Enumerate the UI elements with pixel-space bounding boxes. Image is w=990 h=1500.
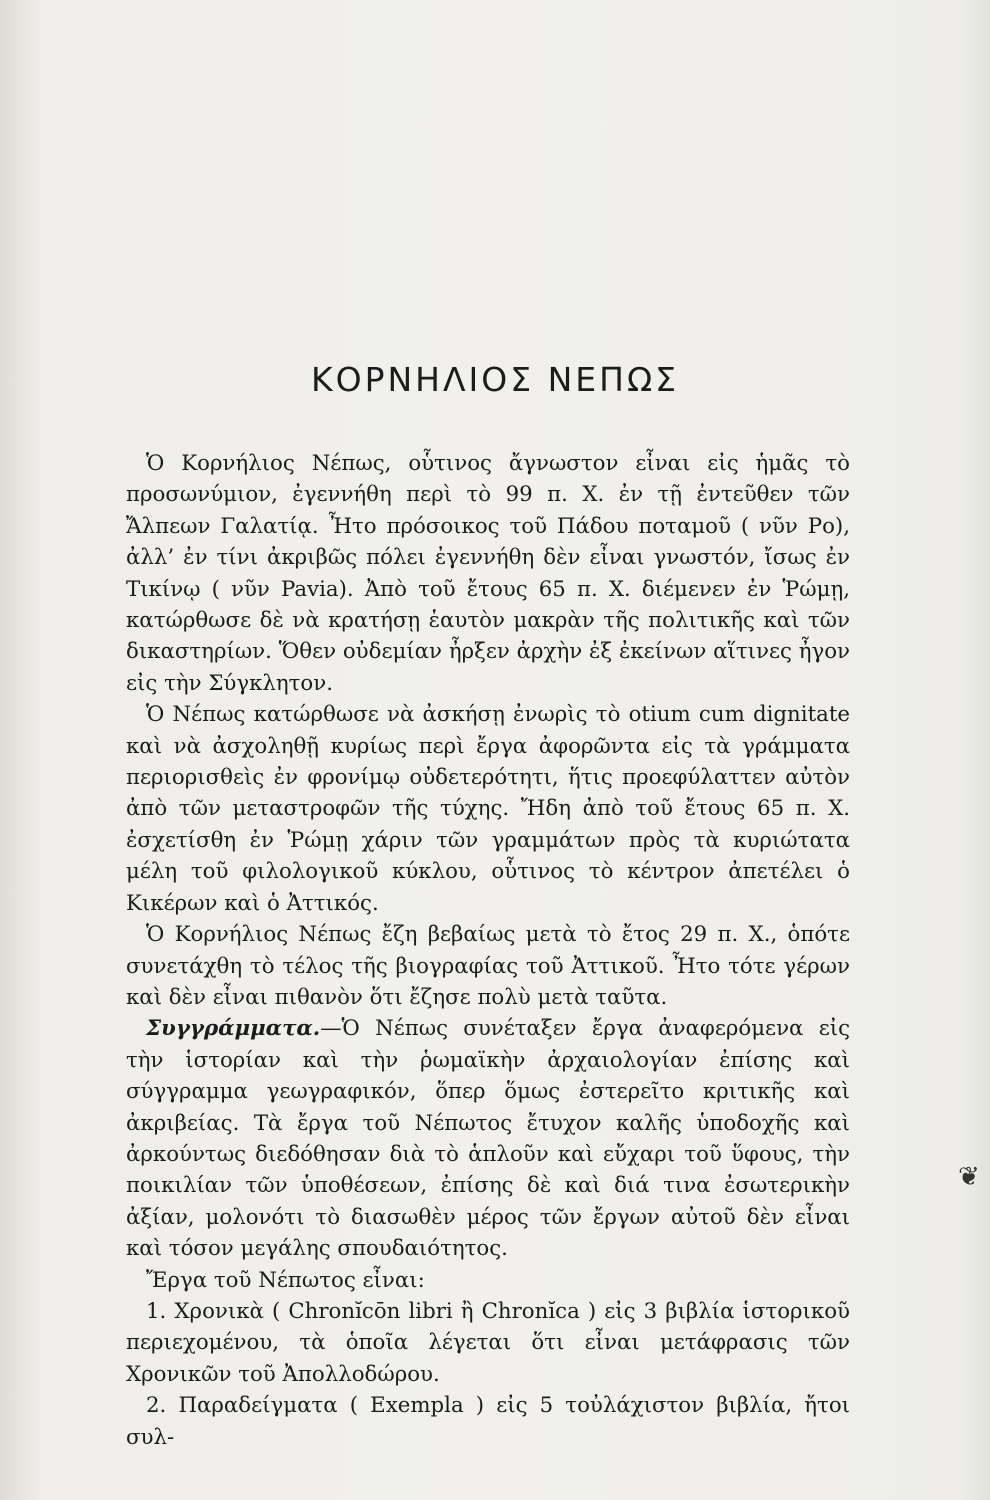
paragraph-biography: Ὁ Κορνήλιος Νέπως, οὗτινος ἄγνωστον εἶναι εἰς ἡμᾶς τὸ προσωνύμιον, ἐγεννήθη περὶ τὸ 99 π. Χ. ἐν τῇ ἐντεῦθεν τῶν Ἄλπεων Γαλατίᾳ. Ἦτο πρόσοικος τοῦ Πάδου ποταμοῦ ( νῦν Ρο), ἀλλ’ ἐν τίνι ἀκριβῶς πόλει ἐγεννήθη δὲν εἶναι γνωστόν, ἴσως ἐν Τικίνῳ ( νῦν Pavia). Ἀπὸ τοῦ ἔτους 65 π. Χ. διέμενεν ἐν Ῥώμῃ, κατώρθωσε δὲ νὰ κρατήσῃ ἑαυτὸν μακρὰν τῆς πολιτικῆς καὶ τῶν δικαστηρίων. Ὅθεν οὐδεμίαν ἦρξεν ἀρχὴν ἐξ ἐκείνων αἵτινες ἦγον εἰς τὴν Σύγκλητον. (126, 451, 850, 696)
list-item: 2. Παραδείγματα ( Exempla ) εἰς 5 τοὐλάχιστον βιβλία, ἤτοι συλ- (126, 1393, 850, 1450)
list-item: 1. Χρονικὰ ( Chronĭcōn libri ἢ Chronĭca ) εἰς 3 βιβλία ἱστορικοῦ περιεχομένου, τὰ ὁποῖα λέγεται ὅτι εἶναι μετάφρασις τῶν Χρονικῶν τοῦ Ἀπολλοδώρου. (126, 1298, 850, 1387)
paragraph-death: Ὁ Κορνήλιος Νέπως ἔζη βεβαίως μετὰ τὸ ἔτος 29 π. Χ., ὁπότε συνετάχθη τὸ τέλος τῆς βιογραφίας τοῦ Ἀττικοῦ. Ἦτο τότε γέρων καὶ δὲν εἶναι πιθανὸν ὅτι ἔζησε πολὺ μετὰ ταῦτα. (126, 922, 850, 1010)
ink-mark-icon: ❦ (958, 1162, 980, 1192)
paragraph-otium: Ὁ Νέπως κατώρθωσε νὰ ἀσκήσῃ ἐνωρὶς τὸ otium cum dignitate καὶ νὰ ἀσχοληθῇ κυρίως περὶ ἔργα ἀφορῶντα εἰς τὰ γράμματα περιορισθεὶς ἐν φρονίμῳ οὐδετερότητι, ἥτις προεφύλαττεν αὐτὸν ἀπὸ τῶν μεταστροφῶν τῆς τύχης. Ἤδη ἀπὸ τοῦ ἔτους 65 π. Χ. ἐσχετίσθη ἐν Ῥώμῃ χάριν τῶν γραμμάτων πρὸς τὰ κυριώτατα μέλη τοῦ φιλολογικοῦ κύκλου, οὗτινος τὸ κέντρον ἀπετέλει ὁ Κικέρων καὶ ὁ Ἀττικός. (126, 702, 850, 916)
page-title: ΚΟΡΝΗΛΙΟΣ ΝΕΠΩΣ (310, 360, 680, 399)
paragraph-works-intro: Ἔργα τοῦ Νέπωτος εἶναι: (146, 1267, 425, 1293)
paragraph-works-text: —Ὁ Νέπως συνέταξεν ἔργα ἀναφερόμενα εἰς τὴν ἱστορίαν καὶ τὴν ῥωμαϊκὴν ἀρχαιολογίαν ἐπίσης καὶ σύγγραμμα γεωγραφικόν, ὅπερ ὅμως ἐστερεῖτο κριτικῆς καὶ ἀκριβείας. Τὰ ἔργα τοῦ Νέπωτος ἔτυχον καλῆς ὑποδοχῆς καὶ ἀρκούντως διεδόθησαν διὰ τὸ ἁπλοῦν καὶ εὔχαρι τοῦ ὕφους, τὴν ποικιλίαν τῶν ὑποθέσεων, ἐπίσης δὲ καὶ διά τινα ἐσωτερικὴν ἀξίαν, μολονότι τὸ διασωθὲν μέρος τῶν ἔργων αὐτοῦ δὲν εἶναι καὶ τόσον μεγάλης σπουδαιότητος. (126, 1016, 850, 1262)
section-heading: Συγγράμματα. (146, 1016, 321, 1042)
text-body (126, 448, 850, 1453)
paragraph-works (126, 1013, 850, 1264)
